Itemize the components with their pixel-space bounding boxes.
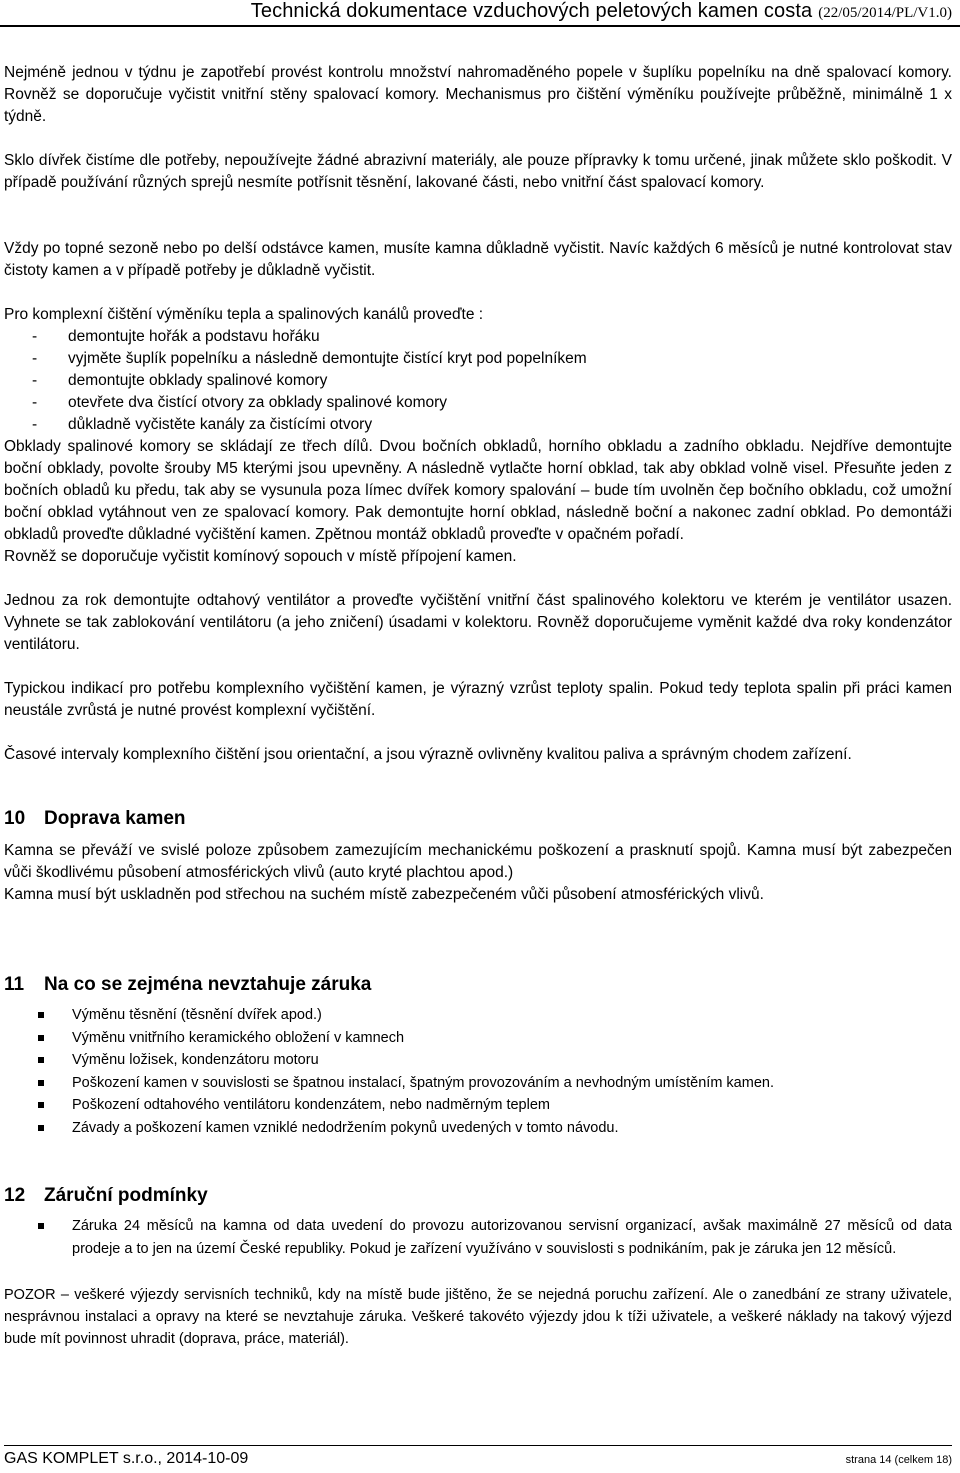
header-divider	[0, 25, 960, 27]
warranty-conditions-list	[4, 1215, 952, 1260]
paragraph-transport: Kamna se převáží ve svislé poloze způsobem zamezujícím mechanickému poškození a prasknutí spojů. Kamna musí být zabezpečen vůči škodlivému působení atmosférických vlivů (auto kryté plachtou apod.)	[4, 842, 952, 881]
document-title: Technická dokumentace vzduchových peletových kamen costa	[250, 0, 813, 22]
footer-company-date: GAS KOMPLET s.r.o., 2014-10-09	[4, 1450, 249, 1467]
section-12-heading: 12 Záruční podmínky	[4, 1185, 208, 1206]
list-item: - demontujte obklady spalinové komory	[32, 372, 328, 389]
list-item: Záruka 24 měsíců na kamna od data uvedení do provozu autorizovanou servisní organizací, avšak maximálně 27 měsíců od data prodeje a to jen na území České republiky. Pokud je zařízení využíváno v souvislosti s podnikáním, pak je záruka jen 12 měsíců.	[4, 1215, 952, 1260]
warranty-exclusions-list	[4, 1004, 952, 1139]
bullet-icon	[38, 1080, 44, 1086]
footer-divider	[4, 1445, 952, 1446]
paragraph-glass-cleaning: Sklo dívřek čistíme dle potřeby, nepoužívejte žádné abrazivní materiály, ale pouze přípravky k tomu určené, jinak můžete sklo poškodit. V případě používání různých sprejů nesmíte potřísnit těsnění, lakované části, nebo vnitřní část spalovací komory.	[4, 152, 952, 191]
list-item: Závady a poškození kamen vzniklé nedodržením pokynů uvedených v tomto návodu.	[4, 1117, 952, 1140]
list-item: - demontujte hořák a podstavu hořáku	[32, 328, 320, 345]
bullet-icon	[38, 1223, 44, 1229]
list-item: - důkladně vyčistěte kanály za čistícími otvory	[32, 416, 373, 433]
list-item: Výměnu vnitřního keramického obložení v kamnech	[4, 1027, 952, 1050]
page-footer	[4, 1450, 952, 1470]
paragraph-complex-cleaning-intro: Pro komplexní čištění výměníku tepla a spalinových kanálů proveďte :	[4, 306, 484, 323]
bullet-icon	[38, 1102, 44, 1108]
list-item: - otevřete dva čistící otvory za obklady spalinové komory	[32, 394, 448, 411]
paragraph-season-cleaning: Vždy po topné sezoně nebo po delší odstávce kamen, musíte kamna důkladně vyčistit. Navíc každých 6 měsíců je nutné kontrolovat stav čistoty kamen a v případě potřeby je důkladně vyčistit.	[4, 240, 952, 279]
paragraph-fan-cleaning: Jednou za rok demontujte odtahový ventilátor a proveďte vyčištění vnitřní část spalinového kolektoru ve kterém je ventilátor usazen. Vyhnete se tak zablokování ventilátoru (a jeho zničení) úsadami v kolektoru. Rovněž doporučujeme vyměnit každé dva roky kondenzátor ventilátoru.	[4, 592, 952, 653]
section-11-heading: 11 Na co se zejména nevztahuje záruka	[4, 974, 372, 995]
paragraph-intervals: Časové intervaly komplexního čištění jsou orientační, a jsou výrazně ovlivněny kvalitou paliva a správným chodem zařízení.	[4, 746, 852, 763]
bullet-icon	[38, 1057, 44, 1063]
bullet-icon	[38, 1035, 44, 1041]
paragraph-warning: POZOR – veškeré výjezdy servisních techniků, kdy na místě bude jištěno, že se nejedná poruchu zařízení. Ale o zanedbání ze strany uživatele, nesprávnou instalaci a opravy na které se nevztahuje záruka. Veškeré takovéto výjezdy jdou k tíži uživatele, a veškeré náklady na takový výjezd bude mít povinnost uhradit (doprava, práce, materiál).	[4, 1287, 952, 1347]
section-10-heading: 10 Doprava kamen	[4, 808, 186, 829]
paragraph-flue-temperature: Typickou indikací pro potřebu komplexního vyčištění kamen, je výrazný vzrůst teploty spalin. Pokud tedy teplota spalin při práci kamen neustále zvrůstá je nutné provést komplexní vyčištění.	[4, 680, 952, 719]
list-item: Poškození odtahového ventilátoru kondenzátem, nebo nadměrným teplem	[4, 1094, 952, 1117]
bullet-icon	[38, 1012, 44, 1018]
paragraph-ash-check: Nejméně jednou v týdnu je zapotřebí provést kontrolu množství nahromaděného popele v šuplíku popelníku na dně spalovací komory. Rovněž se doporučuje vyčistit vnitřní stěny spalovací komory. Mechanismus pro čištění výměníku používejte průběžně, minimálně 1 x týdně.	[4, 64, 952, 125]
paragraph-lining-procedure: Obklady spalinové komory se skládají ze třech dílů. Dvou bočních obkladů, horního obkladu a zadního obkladu. Nejdříve demontujte boční obklady, povolte šrouby M5 kterými jsou upevněny. A následně vytlačte horní obklad, tak aby obklad volně visel. Přesuňte jeden z bočních obladů ku předu, tak aby se vysunula poza límec dvířek komory spalování – bude tím uvolněn čep bočního obkladu, což umožní boční obklad vytáhnout ven ze spalovací komory. Pak demontujte horní obklad, následně boční a nakonec zadní obklad. Po demontáži obkladů proveďte důkladné vyčištění kamen. Zpětnou montáž obkladů proveďte v opačném pořadí.	[4, 438, 952, 543]
document-code: (22/05/2014/PL/V1.0)	[818, 5, 952, 21]
list-item: Výměnu ložisek, kondenzátoru motoru	[4, 1049, 952, 1072]
bullet-icon	[38, 1125, 44, 1131]
paragraph-storage: Kamna musí být uskladněn pod střechou na suchém místě zabezpečeném vůči působení atmosférických vlivů.	[4, 886, 764, 903]
list-item: Výměnu těsnění (těsnění dvířek apod.)	[4, 1004, 952, 1027]
cleaning-steps-list	[4, 326, 952, 436]
paragraph-flue-cleaning: Rovněž se doporučuje vyčistit komínový sopouch v místě přípojení kamen.	[4, 548, 517, 565]
list-item: - vyjměte šuplík popelníku a následně demontujte čistící kryt pod popelníkem	[32, 350, 587, 367]
page-content	[4, 62, 952, 1350]
page-number: strana 14 (celkem 18)	[845, 1454, 952, 1466]
list-item: Poškození kamen v souvislosti se špatnou instalací, špatným provozováním a nevhodným umístěním kamen.	[4, 1072, 952, 1095]
